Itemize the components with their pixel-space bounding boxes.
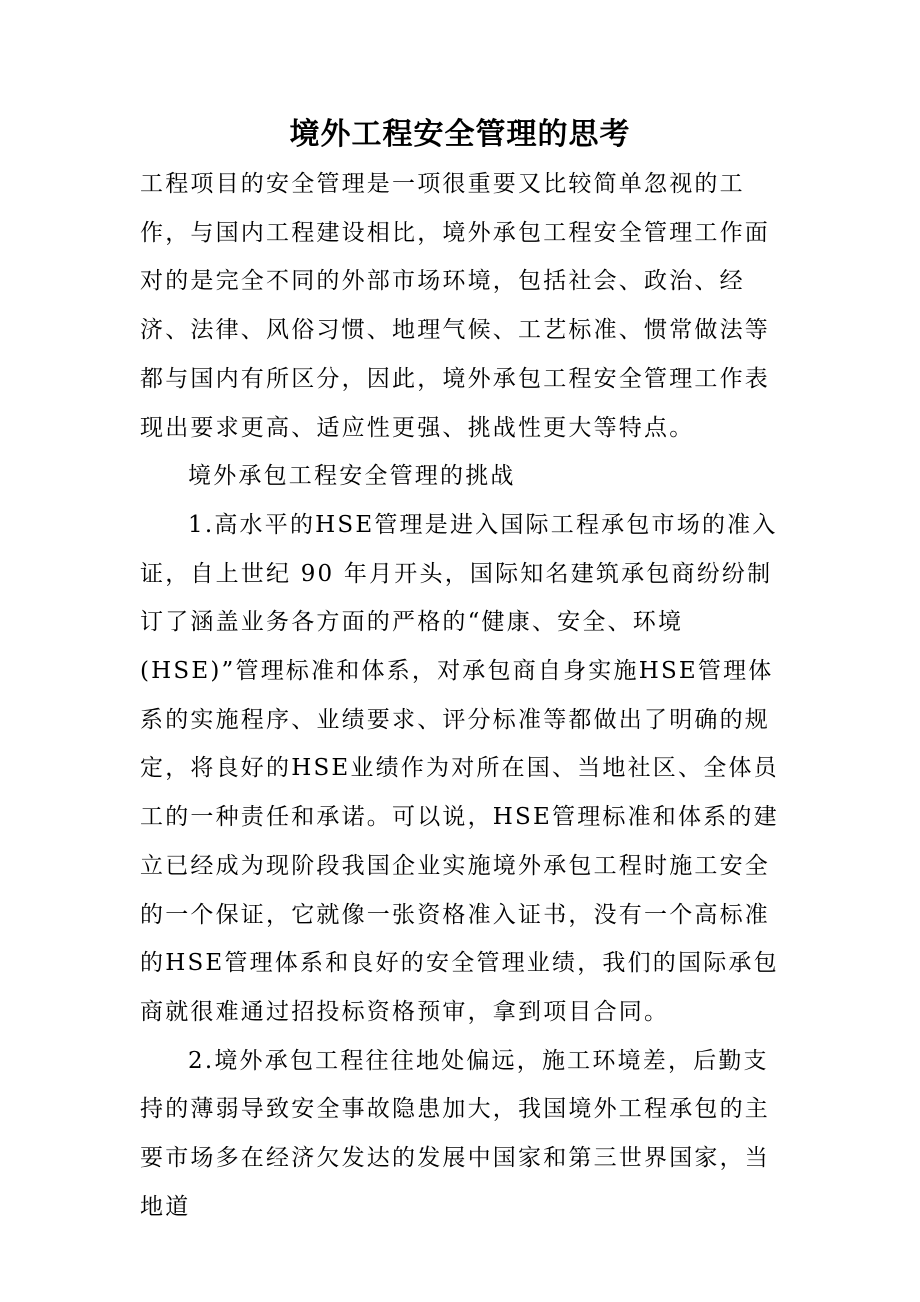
- section-heading: 境外承包工程安全管理的挑战: [188, 463, 516, 490]
- paragraph-point-2: 2.境外承包工程往往地处偏远，施工环境差，后勤支持的薄弱导致安全事故隐患加大，我国境外工程承包的主要市场多在经济欠发达的发展中国家和第三世界国家，当地道: [140, 1047, 770, 1220]
- paragraph-intro: 工程项目的安全管理是一项很重要又比较简单忽视的工作，与国内工程建设相比，境外承包工程安全管理工作面对的是完全不同的外部市场环境，包括社会、政治、经济、法律、风俗习惯、地理气候、工艺标准、惯常做法等都与国内有所区分，因此，境外承包工程安全管理工作表现出要求更高、适应性更强、挑战性更大等特点。: [140, 171, 770, 441]
- paragraph-point-1: 1.高水平的HSE管理是进入国际工程承包市场的准入证，自上世纪 90 年月开头，国际知名建筑承包商纷纷制订了涵盖业务各方面的严格的“健康、安全、环境(HSE)”管理标准和体系，对承包商自身实施HSE管理体系的实施程序、业绩要求、评分标准等都做出了明确的规定，将良好的HSE业绩作为对所在国、当地社区、全体员工的一种责任和承诺。可以说，HSE管理标准和体系的建立已经成为现阶段我国企业实施境外承包工程时施工安全的一个保证，它就像一张资格准入证书，没有一个高标准的HSE管理体系和良好的安全管理业绩，我们的国际承包商就很难通过招投标资格预审，拿到项目合同。: [140, 511, 779, 1025]
- document-title: 境外工程安全管理的思考: [289, 117, 631, 152]
- document-body: [140, 160, 790, 1231]
